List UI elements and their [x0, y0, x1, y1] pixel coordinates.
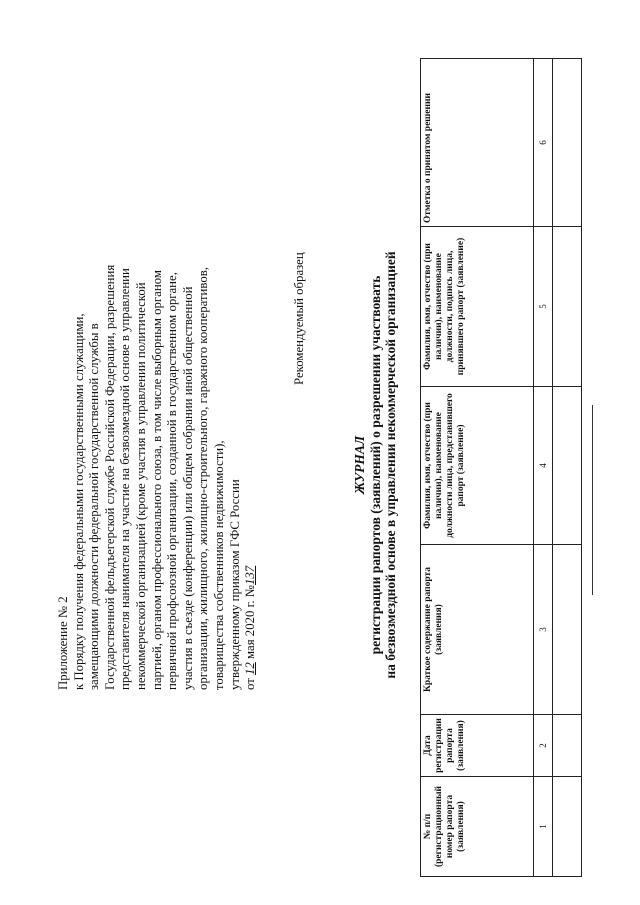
appendix-line: некоммерческой организацией (кроме участия в управлении политической	[133, 282, 148, 690]
journal-title-line: регистрации рапортов (заявлений) о разрешении участвовать	[367, 275, 383, 655]
column-number: 6	[534, 59, 553, 227]
appendix-line: товарищества собственников недвижимости),	[211, 440, 226, 690]
table-cell	[553, 227, 582, 387]
table-cell	[553, 59, 582, 227]
column-header: № п/п (регистрационный номер рапорта (заявления)	[421, 777, 534, 877]
appendix-line: Государственной фельдъегерской службе Российской Федерации, разрешения	[102, 264, 117, 690]
appendix-line: Приложение № 2	[56, 596, 70, 690]
appendix-line: организации, жилищного, жилищно-строительного, гаражного кооперативов,	[196, 267, 211, 690]
divider-line	[592, 405, 593, 595]
date-prefix: от	[243, 678, 258, 690]
appendix-line: первичной профсоюзной организации, созданной в государственном органе,	[165, 272, 180, 690]
journal-table	[420, 58, 582, 877]
date-line	[243, 50, 259, 690]
recommended-sample-note: Рекомендуемый образец	[292, 252, 306, 385]
table-number-row	[534, 59, 553, 877]
column-number: 4	[534, 387, 553, 545]
table-cell	[553, 387, 582, 545]
column-header: Отметка о принятом решении	[421, 59, 534, 227]
table-cell	[553, 777, 582, 877]
table-cell	[553, 715, 582, 777]
order-number: 137	[243, 565, 258, 585]
column-number: 2	[534, 715, 553, 777]
appendix-line: представителя нанимателя на участие на безвозмездной основе в управлении	[118, 268, 133, 690]
date-rest: мая 2020 г. №	[243, 584, 258, 659]
date-day: 12	[243, 662, 258, 675]
appendix-block	[56, 50, 259, 690]
column-number: 5	[534, 227, 553, 387]
appendix-line: партией, органом профессионального союза, в том числе выборным органом	[149, 270, 164, 690]
column-header: Дата регистрации рапорта (заявления)	[421, 715, 534, 777]
column-header: Фамилия, имя, отчество (при наличии), наименование должности лица, представившего рапорт (заявление)	[421, 387, 534, 545]
column-header: Краткое содержание рапорта (заявления)	[421, 545, 534, 715]
journal-title	[352, 145, 399, 785]
journal-title-line: на безвозмездной основе в управлении некоммерческой организацией	[383, 251, 398, 679]
table-row	[553, 59, 582, 877]
table-header-row	[421, 59, 534, 877]
column-number: 1	[534, 777, 553, 877]
appendix-line: к Порядку получения федеральными государственными служащими,	[71, 313, 86, 690]
table-cell	[553, 545, 582, 715]
column-number: 3	[534, 545, 553, 715]
appendix-line: участия в съезде (конференции) или общем собрании иной общественной	[180, 286, 195, 690]
column-header: Фамилия, имя, отчество (при наличии), наименование должности, подпись лица, принявшего рапорт (заявление)	[421, 227, 534, 387]
appendix-line: замещающими должности федеральной государственной службы в	[87, 323, 102, 690]
journal-title-main: ЖУРНАЛ	[352, 435, 367, 495]
appendix-line: утвержденному приказом ГФС России	[227, 479, 242, 690]
